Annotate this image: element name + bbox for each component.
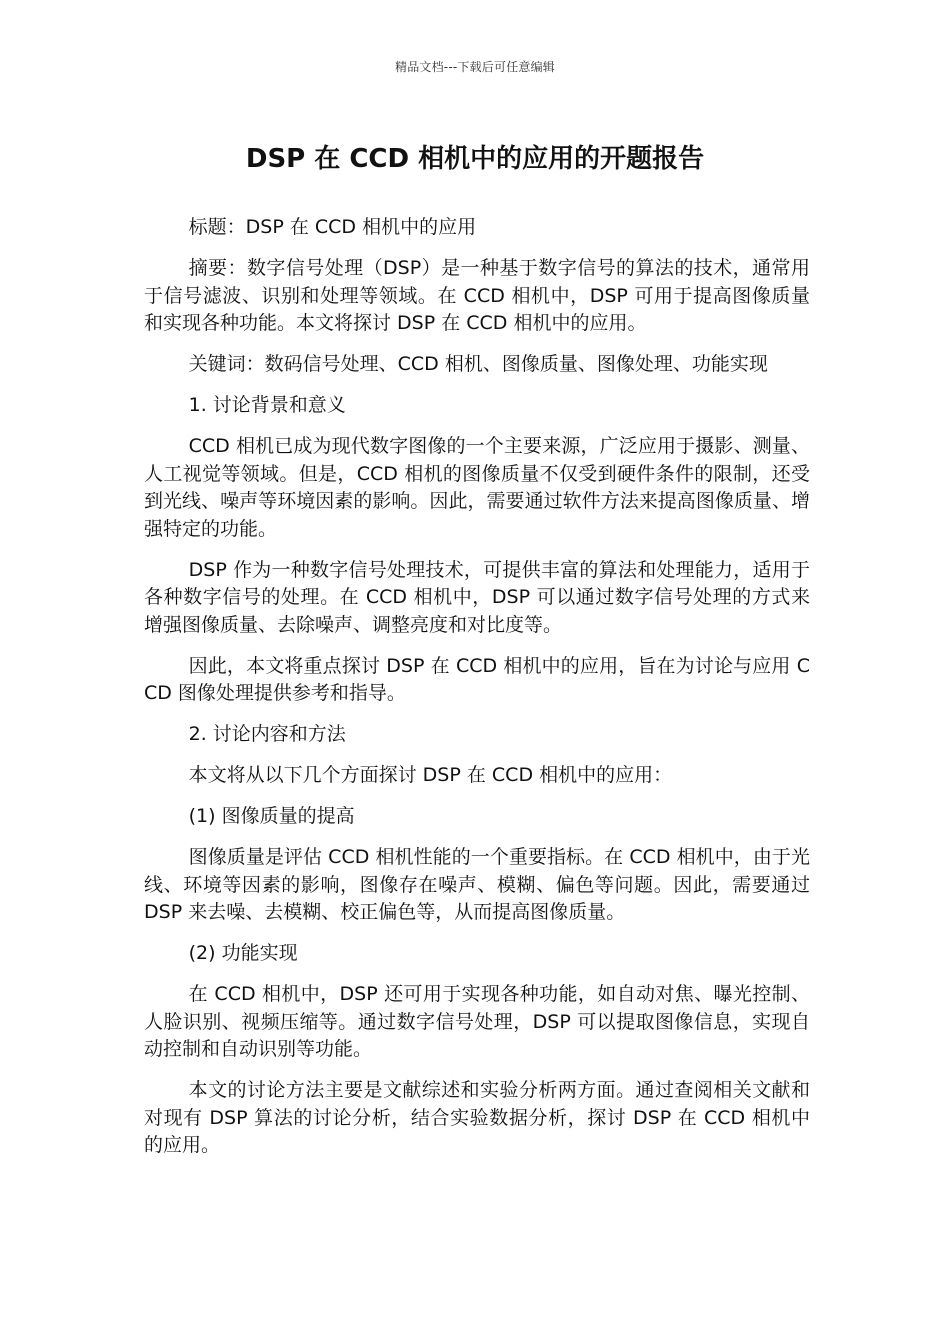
body-paragraph: CCD 相机已成为现代数字图像的一个主要来源，广泛应用于摄影、测量、人工视觉等领域。但是，CCD 相机的图像质量不仅受到硬件条件的限制，还受到光线、噪声等环境因素的影响。因此，需要通过软件方法来提高图像质量、增强特定的功能。 (144, 435, 810, 540)
subsection-heading: (2) 功能实现 (188, 942, 298, 964)
body-paragraph: DSP 作为一种数字信号处理技术，可提供丰富的算法和处理能力，适用于各种数字信号的处理。在 CCD 相机中，DSP 可以通过数字信号处理的方式来增强图像质量、去除噪声、调整亮度和对比度等。 (144, 558, 810, 636)
section-heading: 2. 讨论内容和方法 (188, 723, 346, 745)
document-body (144, 214, 810, 1173)
title-line: 标题：DSP 在 CCD 相机中的应用 (188, 216, 477, 238)
section-heading: 1. 讨论背景和意义 (188, 394, 346, 416)
document-title: DSP 在 CCD 相机中的应用的开题报告 (245, 144, 705, 174)
abstract-paragraph: 摘要：数字信号处理（DSP）是一种基于数字信号的算法的技术，通常用于信号滤波、识别和处理等领域。在 CCD 相机中，DSP 可用于提高图像质量和实现各种功能。本文将探讨 DSP 在 CCD 相机中的应用。 (144, 257, 810, 334)
keywords-paragraph: 关键词：数码信号处理、CCD 相机、图像质量、图像处理、功能实现 (188, 353, 768, 375)
header-note: 精品文档---下载后可任意编辑 (395, 60, 555, 74)
body-paragraph: 因此，本文将重点探讨 DSP 在 CCD 相机中的应用，旨在为讨论与应用 CCD 图像处理提供参考和指导。 (144, 654, 810, 704)
body-paragraph: 本文将从以下几个方面探讨 DSP 在 CCD 相机中的应用： (188, 764, 673, 786)
body-paragraph: 本文的讨论方法主要是文献综述和实验分析两方面。通过查阅相关文献和对现有 DSP 算法的讨论分析，结合实验数据分析，探讨 DSP 在 CCD 相机中的应用。 (144, 1079, 810, 1156)
body-paragraph: 图像质量是评估 CCD 相机性能的一个重要指标。在 CCD 相机中，由于光线、环境等因素的影响，图像存在噪声、模糊、偏色等问题。因此，需要通过 DSP 来去噪、去模糊、校正偏色等，从而提高图像质量。 (144, 846, 810, 923)
subsection-heading: (1) 图像质量的提高 (188, 805, 355, 827)
body-paragraph: 在 CCD 相机中，DSP 还可用于实现各种功能，如自动对焦、曝光控制、人脸识别、视频压缩等。通过数字信号处理，DSP 可以提取图像信息，实现自动控制和自动识别等功能。 (144, 983, 810, 1060)
